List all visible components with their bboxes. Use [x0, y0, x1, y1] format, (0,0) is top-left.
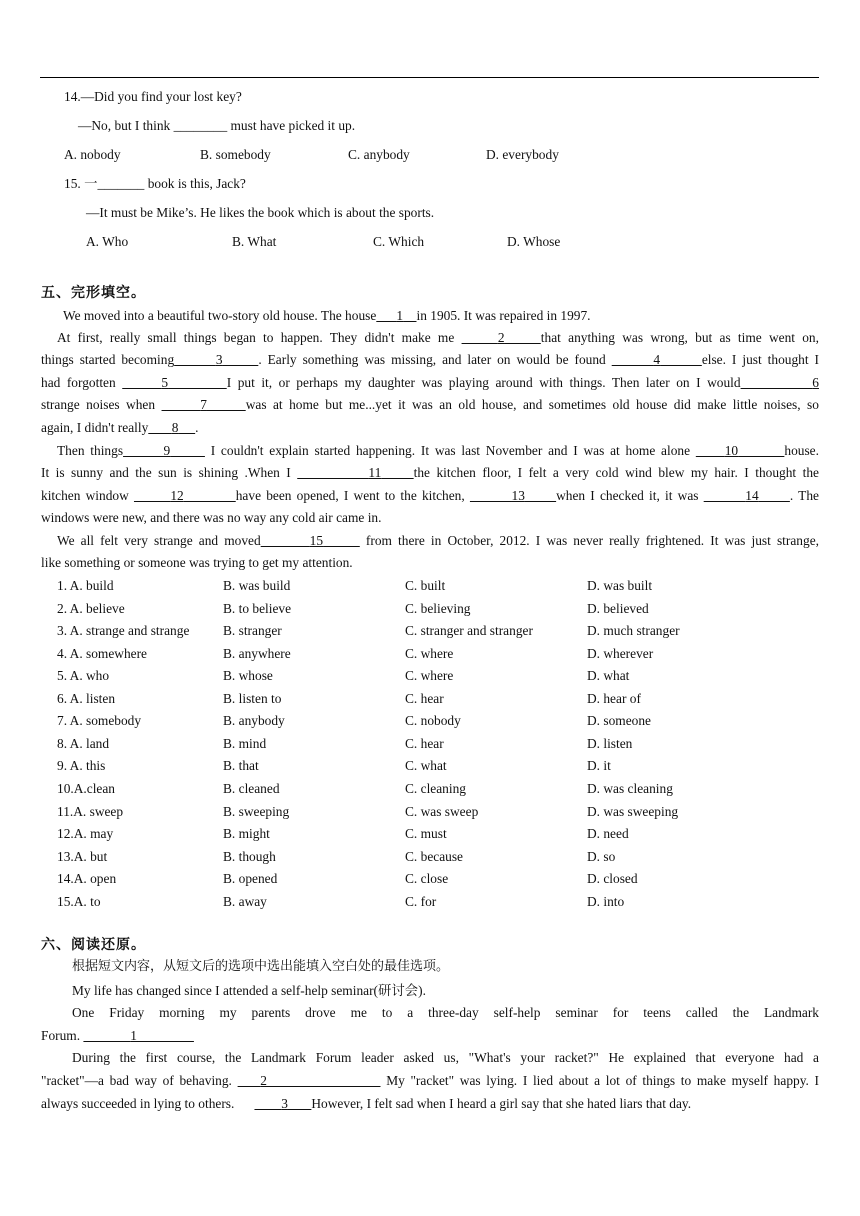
cloze-option-10-b[interactable]: B. cleaned	[223, 780, 280, 796]
cloze-option-12-a[interactable]: 12.A. may	[57, 826, 114, 842]
cloze-option-11-b[interactable]: B. sweeping	[223, 803, 290, 819]
cloze-option-11-a[interactable]: 11.A. sweep	[57, 803, 124, 819]
cloze-p4-line1: We all felt very strange and moved 15 from there in October, 2012. I was never really frightened. It was just strange,	[57, 533, 819, 548]
cloze-option-1-a[interactable]: 1. A. build	[57, 578, 114, 593]
cloze-option-row-2	[0, 601, 860, 617]
cloze-option-2-c[interactable]: C. believing	[405, 600, 471, 616]
cloze-option-14-d[interactable]: D. closed	[587, 871, 638, 887]
cloze-option-9-c[interactable]: C. what	[405, 758, 447, 774]
cloze-p3-line2: It is sunny and the sun is shining .When I 11 the kitchen floor, I felt a very cold wind blew my hair. I thought the	[41, 465, 819, 480]
q15-option-a[interactable]: A. Who	[86, 234, 129, 249]
cloze-option-row-14	[0, 871, 860, 887]
cloze-option-5-c[interactable]: C. where	[405, 668, 454, 684]
cloze-option-10-c[interactable]: C. cleaning	[405, 780, 466, 796]
cloze-option-8-d[interactable]: D. listen	[587, 735, 633, 751]
blank-1[interactable]: 1	[396, 308, 404, 323]
cloze-option-1-d[interactable]: D. was built	[587, 578, 653, 593]
q14-option-a[interactable]: A. nobody	[64, 147, 121, 162]
cloze-option-9-b[interactable]: B. that	[223, 758, 259, 774]
reading-blank-3[interactable]: 3	[281, 1096, 288, 1111]
section6-instruction: 根据短文内容，从短文后的选项中选出能填入空白处的最佳选项。	[72, 959, 450, 974]
q15-option-d[interactable]: D. Whose	[507, 234, 561, 249]
cloze-option-row-13	[0, 849, 860, 865]
cloze-p2-line2: things started becoming 3 . Early something was missing, and later on would be found 4 else. I just thought I	[41, 352, 819, 367]
q14-reply: —No, but I think ________ must have picked it up.	[78, 118, 356, 133]
reading-blank-1[interactable]: 1	[130, 1028, 137, 1043]
cloze-option-1-b[interactable]: B. was build	[223, 578, 291, 593]
cloze-p1-line1: We moved into a beautiful two-story old house. The house 1 in 1905. It was repaired in 1997.	[63, 308, 591, 323]
q14-options	[0, 147, 860, 163]
cloze-option-13-c[interactable]: C. because	[405, 848, 464, 864]
cloze-option-5-b[interactable]: B. whose	[223, 668, 273, 684]
cloze-option-2-a[interactable]: 2. A. believe	[57, 600, 125, 616]
cloze-option-14-b[interactable]: B. opened	[223, 871, 278, 887]
cloze-option-11-c[interactable]: C. was sweep	[405, 803, 479, 819]
blank-13[interactable]: 13	[511, 488, 525, 503]
cloze-option-9-d[interactable]: D. it	[587, 758, 611, 774]
blank-6[interactable]: 6	[812, 375, 819, 390]
cloze-option-5-d[interactable]: D. what	[587, 668, 630, 684]
blank-4[interactable]: 4	[653, 352, 661, 367]
cloze-option-6-a[interactable]: 6. A. listen	[57, 690, 116, 706]
cloze-p3-line1: Then things 9 I couldn't explain started happening. It was last November and I was at home alone 10 house.	[57, 443, 819, 458]
reading-p2-line1: One Friday morning my parents drove me to a three-day self-help seminar for teens called the Landmark	[72, 1005, 819, 1020]
cloze-p4-line2: like something or someone was trying to get my attention.	[41, 555, 353, 570]
reading-p2-line2: Forum. 1	[41, 1028, 137, 1043]
cloze-option-row-6	[0, 691, 860, 707]
reading-p3-line1: During the first course, the Landmark Forum leader asked us, "What's your racket?" He explained that everyone had a	[72, 1050, 819, 1065]
q14-option-b[interactable]: B. somebody	[200, 147, 271, 162]
cloze-option-4-a[interactable]: 4. A. somewhere	[57, 645, 147, 661]
cloze-option-row-7	[0, 713, 860, 729]
cloze-option-row-1	[0, 578, 860, 594]
cloze-option-14-a[interactable]: 14.A. open	[57, 871, 117, 887]
blank-12[interactable]: 12	[170, 488, 184, 503]
header-rule	[40, 77, 819, 78]
cloze-option-7-d[interactable]: D. someone	[587, 713, 651, 729]
cloze-option-15-d[interactable]: D. into	[587, 893, 625, 909]
cloze-option-3-b[interactable]: B. stranger	[223, 623, 282, 639]
blank-2[interactable]: 2	[497, 330, 505, 345]
cloze-option-row-8	[0, 736, 860, 752]
cloze-p3-line4: windows were new, and there was no way any cold air came in.	[41, 510, 382, 525]
cloze-option-13-b[interactable]: B. though	[223, 848, 276, 864]
cloze-option-15-b[interactable]: B. away	[223, 893, 267, 909]
section5-heading: 五、完形填空。	[41, 285, 146, 301]
cloze-option-row-15	[0, 894, 860, 910]
cloze-p2-line5: again, I didn't really 8 .	[41, 420, 199, 435]
reading-p1: My life has changed since I attended a self-help seminar(研讨会).	[72, 983, 426, 998]
cloze-option-8-c[interactable]: C. hear	[405, 735, 444, 751]
cloze-p2-line3: had forgotten 5 I put it, or perhaps my daughter was playing around with things. Then later on I would 6	[41, 375, 819, 390]
cloze-option-8-a[interactable]: 8. A. land	[57, 735, 110, 751]
cloze-option-12-c[interactable]: C. must	[405, 826, 447, 842]
cloze-option-2-d[interactable]: D. believed	[587, 600, 649, 616]
q15-options	[0, 234, 860, 250]
cloze-option-13-a[interactable]: 13.A. but	[57, 848, 108, 864]
cloze-option-6-c[interactable]: C. hear	[405, 690, 444, 706]
cloze-option-4-b[interactable]: B. anywhere	[223, 645, 291, 661]
cloze-option-row-4	[0, 646, 860, 662]
cloze-option-11-d[interactable]: D. was sweeping	[587, 803, 679, 819]
cloze-option-15-c[interactable]: C. for	[405, 893, 437, 909]
cloze-option-4-d[interactable]: D. wherever	[587, 645, 654, 661]
cloze-option-13-d[interactable]: D. so	[587, 848, 616, 864]
blank-15[interactable]: 15	[309, 533, 324, 548]
cloze-option-2-b[interactable]: B. to believe	[223, 600, 292, 616]
q15-reply: —It must be Mike’s. He likes the book which is about the sports.	[86, 205, 435, 220]
cloze-option-row-10	[0, 781, 860, 797]
cloze-option-row-12	[0, 826, 860, 842]
cloze-p3-line3: kitchen window 12 have been opened, I went to the kitchen, 13 when I checked it, it was 14 . The	[41, 488, 819, 503]
cloze-option-5-a[interactable]: 5. A. who	[57, 668, 110, 684]
q15-stem: 15. 一_______ book is this, Jack?	[64, 176, 246, 191]
reading-p3-line3: always succeeded in lying to others. 3 However, I felt sad when I heard a girl say that she hated liars that day.	[41, 1096, 692, 1111]
blank-8[interactable]: 8	[171, 420, 179, 435]
cloze-option-row-9	[0, 758, 860, 774]
cloze-p2-line4: strange noises when 7 was at home but me...yet it was an old house, and sometimes old house did make little noises, so	[41, 397, 819, 412]
cloze-option-12-b[interactable]: B. might	[223, 826, 270, 842]
cloze-option-6-b[interactable]: B. listen to	[223, 690, 282, 706]
q14-option-c[interactable]: C. anybody	[348, 147, 410, 162]
q15-option-b[interactable]: B. What	[232, 234, 277, 249]
cloze-option-3-a[interactable]: 3. A. strange and strange	[57, 623, 190, 639]
blank-5[interactable]: 5	[161, 375, 169, 390]
cloze-option-10-d[interactable]: D. was cleaning	[587, 780, 673, 796]
cloze-option-6-d[interactable]: D. hear of	[587, 690, 641, 706]
cloze-option-7-c[interactable]: C. nobody	[405, 713, 461, 729]
cloze-option-7-a[interactable]: 7. A. somebody	[57, 713, 142, 729]
q14-option-d[interactable]: D. everybody	[486, 147, 559, 162]
cloze-p2-line1: At first, really small things began to happen. They didn't make me 2 that anything was wrong, but as time went on,	[57, 330, 819, 345]
cloze-option-3-d[interactable]: D. much stranger	[587, 623, 680, 639]
q15-option-c[interactable]: C. Which	[373, 234, 425, 249]
cloze-option-12-d[interactable]: D. need	[587, 826, 629, 842]
cloze-option-row-3	[0, 623, 860, 639]
cloze-option-row-11	[0, 804, 860, 820]
blank-10[interactable]: 10	[724, 443, 739, 458]
cloze-option-14-c[interactable]: C. close	[405, 871, 449, 887]
cloze-option-9-a[interactable]: 9. A. this	[57, 758, 106, 774]
q14-stem: 14.—Did you find your lost key?	[64, 89, 242, 104]
reading-p3-line2: "racket"—a bad way of behaving. 2 My "racket" was lying. I lied about a lot of things to make myself happy. I	[41, 1073, 820, 1088]
cloze-option-10-a[interactable]: 10.A.clean	[57, 780, 116, 796]
cloze-option-8-b[interactable]: B. mind	[223, 735, 267, 751]
cloze-option-7-b[interactable]: B. anybody	[223, 713, 285, 729]
blank-3[interactable]: 3	[215, 352, 223, 367]
cloze-option-4-c[interactable]: C. where	[405, 645, 454, 661]
blank-7[interactable]: 7	[200, 397, 207, 412]
section6-heading: 六、阅读还原。	[41, 937, 146, 953]
blank-11[interactable]: 11	[368, 465, 382, 480]
reading-blank-2[interactable]: 2	[260, 1073, 267, 1088]
cloze-option-row-5	[0, 668, 860, 684]
blank-14[interactable]: 14	[745, 488, 759, 503]
cloze-option-15-a[interactable]: 15.A. to	[57, 893, 101, 909]
cloze-option-1-c[interactable]: C. built	[405, 578, 446, 593]
cloze-option-3-c[interactable]: C. stranger and stranger	[405, 623, 533, 639]
blank-9[interactable]: 9	[163, 443, 171, 458]
